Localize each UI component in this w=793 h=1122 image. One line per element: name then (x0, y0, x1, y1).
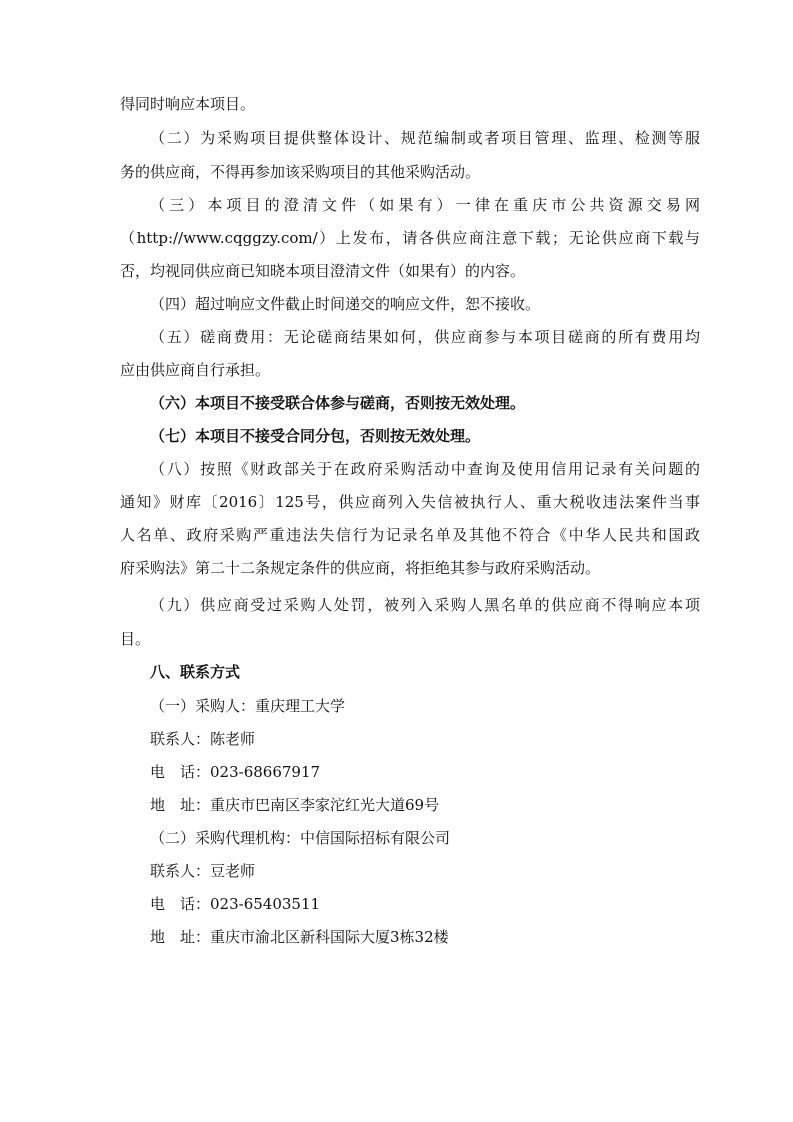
paragraph-line: 应由供应商自行承担。 (120, 361, 271, 379)
agent-phone: 电 话：023-65403511 (150, 895, 321, 913)
paragraph-line: 通知》财库〔2016〕125号，供应商列入失信被执行人、重大税收违法案件当事 (120, 493, 700, 511)
buyer-phone: 电 话：023-68667917 (150, 763, 321, 781)
paragraph-line: 否，均视同供应商已知晓本项目澄清文件（如果有）的内容。 (120, 262, 526, 280)
paragraph-line: （二）为采购项目提供整体设计、规范编制或者项目管理、监理、检测等服 (150, 129, 700, 147)
paragraph-line: 得同时响应本项目。 (120, 95, 256, 113)
buyer-label: （一）采购人：重庆理工大学 (150, 697, 346, 715)
section-heading: 八、联系方式 (150, 663, 241, 681)
paragraph-line: 府采购法》第二十二条规定条件的供应商，将拒绝其参与政府采购活动。 (120, 559, 601, 577)
paragraph-line: 务的供应商，不得再参加该采购项目的其他采购活动。 (120, 163, 481, 181)
agent-address: 地 址：重庆市渝北区新科国际大厦3栋32楼 (150, 928, 449, 946)
paragraph-line: （五）磋商费用：无论磋商结果如何，供应商参与本项目磋商的所有费用均 (150, 328, 700, 346)
buyer-address: 地 址：重庆市巴南区李家沱红光大道69号 (150, 796, 440, 814)
paragraph-line: （三）本项目的澄清文件（如果有）一律在重庆市公共资源交易网 (150, 196, 700, 214)
paragraph-line: 人名单、政府采购严重违法失信行为记录名单及其他不符合《中华人民共和国政 (120, 526, 700, 544)
paragraph-line: （http://www.cqggzy.com/）上发布，请各供应商注意下载；无论供应商下载与 (120, 229, 700, 247)
paragraph-line: （九）供应商受过采购人处罚，被列入采购人黑名单的供应商不得响应本项 (150, 596, 700, 614)
paragraph-line: （四）超过响应文件截止时间递交的响应文件，恕不接收。 (150, 295, 541, 313)
agent-contact: 联系人：豆老师 (150, 862, 256, 880)
paragraph-line: （八）按照《财政部关于在政府采购活动中查询及使用信用记录有关问题的 (150, 460, 700, 478)
paragraph-line: 目。 (120, 630, 151, 648)
paragraph-line-bold: （六）本项目不接受联合体参与磋商，否则按无效处理。 (150, 394, 526, 412)
buyer-contact: 联系人：陈老师 (150, 730, 256, 748)
paragraph-line-bold: （七）本项目不接受合同分包，否则按无效处理。 (150, 427, 481, 445)
agent-label: （二）采购代理机构：中信国际招标有限公司 (150, 829, 451, 847)
